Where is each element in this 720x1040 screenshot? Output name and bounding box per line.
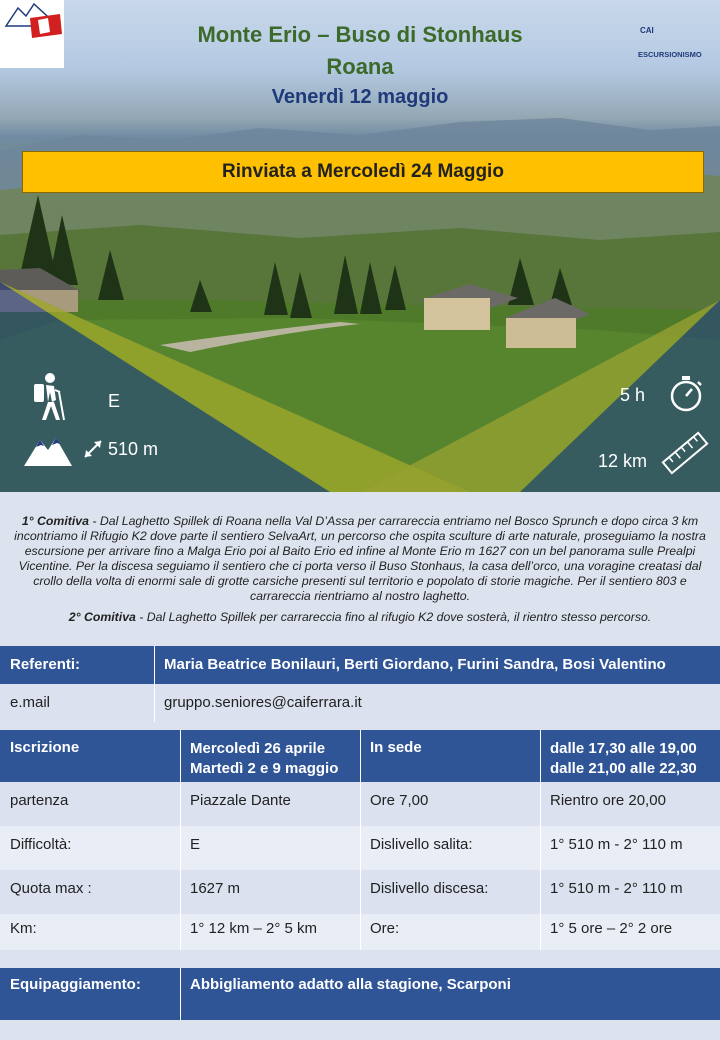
km-value: 1° 12 km – 2° 5 km	[180, 914, 360, 950]
group2-text: - Dal Laghetto Spillek per carrareccia fino al rifugio K2 dove sosterà, il rientro stesso percorso.	[135, 610, 652, 624]
referents-label: Referenti:	[0, 646, 154, 684]
event-location: Roana	[326, 54, 394, 79]
km-label: Km:	[0, 914, 180, 950]
iscrizione-date-2: Martedì 2 e 9 maggio	[190, 760, 339, 777]
iscrizione-label: Iscrizione	[0, 730, 180, 782]
iscrizione-time-2: dalle 21,00 alle 22,30	[550, 760, 697, 777]
route-description	[14, 514, 706, 631]
iscrizione-date-1: Mercoledì 26 aprile	[190, 740, 326, 757]
iscrizione-dates	[180, 730, 360, 782]
table-row	[0, 870, 720, 914]
difficulty-label: Difficoltà:	[0, 826, 180, 870]
event-date: Venerdì 12 maggio	[271, 86, 449, 108]
event-title: Monte Erio – Buso di Stonhaus	[197, 22, 523, 47]
group1-label: 1° Comitiva	[21, 514, 89, 528]
referents-value: Maria Beatrice Bonilauri, Berti Giordano, Furini Sandra, Bosi Valentino	[154, 646, 720, 684]
elevation-stat: 510 m	[108, 439, 159, 459]
group2-label: 2° Comitiva	[68, 610, 136, 624]
mountain-icon	[24, 432, 72, 466]
email-label: e.mail	[0, 684, 154, 722]
iscrizione-time-1: dalle 17,30 alle 19,00	[550, 740, 697, 757]
hours-label: Ore:	[360, 914, 540, 950]
hiker-icon	[26, 372, 72, 422]
max-altitude-value: 1627 m	[180, 870, 360, 914]
iscrizione-row	[0, 730, 720, 782]
elevation-arrow-icon	[82, 438, 104, 460]
table-row	[0, 826, 720, 870]
partenza-place: Piazzale Dante	[180, 782, 360, 826]
iscrizione-times	[540, 730, 720, 782]
descent-label: Dislivello discesa:	[360, 870, 540, 914]
rientro-time: Rientro ore 20,00	[540, 782, 720, 826]
group1-paragraph	[14, 514, 706, 604]
difficulty-value: E	[180, 826, 360, 870]
partenza-label: partenza	[0, 782, 180, 826]
cai-escursionismo-logo	[0, 0, 64, 68]
difficulty-stat: E	[108, 391, 121, 411]
hero-photo	[0, 0, 720, 492]
partenza-time: Ore 7,00	[360, 782, 540, 826]
ascent-label: Dislivello salita:	[360, 826, 540, 870]
duration-stat: 5 h	[620, 385, 646, 405]
ruler-icon	[660, 430, 710, 476]
logo-escursionismo-text: ESCURSIONISMO	[638, 50, 702, 59]
email-value[interactable]: gruppo.seniores@caiferrara.it	[154, 684, 720, 722]
table-row	[0, 914, 720, 950]
stopwatch-icon	[668, 374, 704, 412]
referents-row	[0, 646, 720, 684]
descent-value: 1° 510 m - 2° 110 m	[540, 870, 720, 914]
postponed-banner: Rinviata a Mercoledì 24 Maggio	[22, 151, 704, 193]
email-row	[0, 684, 720, 722]
distance-stat: 12 km	[598, 451, 648, 471]
ascent-value: 1° 510 m - 2° 110 m	[540, 826, 720, 870]
equipment-label: Equipaggiamento:	[0, 968, 180, 1020]
group2-paragraph	[14, 610, 706, 625]
table-row	[0, 782, 720, 826]
hours-value: 1° 5 ore – 2° 2 ore	[540, 914, 720, 950]
equipment-row	[0, 968, 720, 1020]
equipment-value: Abbigliamento adatto alla stagione, Scarponi	[180, 968, 720, 1020]
group1-text: - Dal Laghetto Spillek di Roana nella Val D’Assa per carrareccia entriamo nel Bosco Sprunch e dopo circa 3 km incontriamo il Rifugio K2 dove parte il sentiero SelvaArt, un percorso che ospita sculture di arte naturale, proseguiamo la nostra escursione per arrivare fino a Malga Erio poi al Baito Erio ed infine al Monte Erio m 1627 con un bel panorama sulle Prealpi Vicentine. Per la discesa seguiamo il sentiero che ci porta verso il Buso Stonhaus, la casa dell’orco, una voragine creatasi dal crollo della volta di enormi sale di grotte carsiche presenti sul territorio e popolato di storie magiche. Per il sentiero 803 e carrareccia rientriamo al nostro laghetto.	[14, 514, 706, 603]
logo-cai-text: CAI	[640, 26, 654, 35]
max-altitude-label: Quota max :	[0, 870, 180, 914]
iscrizione-place: In sede	[360, 730, 540, 782]
